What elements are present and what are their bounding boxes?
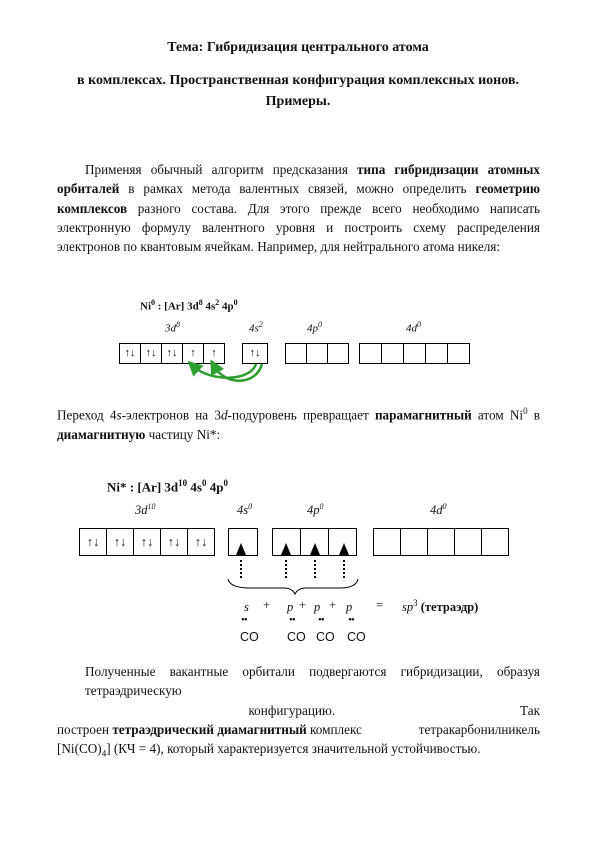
diagram1-label-4d: $4d^0$ (406, 320, 421, 335)
d2-dotted-lines (241, 560, 344, 580)
intro-text: Применяя обычный алгоритм предсказания (85, 162, 358, 177)
title-line-1: Тема: Гибридизация центрального атома (167, 40, 429, 55)
d2-cell-3d-5: ↑↓ (187, 528, 215, 556)
d1-cell-4s: ↑↓ (242, 343, 268, 364)
diagram2-label-3d: $3d^{10}$ (135, 502, 156, 518)
title-line-3: Примеры. (265, 94, 331, 109)
diagram1-formula: Ni$^0$ : [Ar] $3d^8$ $4s^2$ $4p^0$ (140, 298, 238, 313)
d2-cell-4d-1 (373, 528, 401, 556)
dots-4: •• (348, 614, 354, 626)
hyb-plus-2: + (299, 598, 307, 612)
co-4: CO (347, 630, 366, 644)
hyb-equals: = (376, 598, 384, 612)
hyb-p-3: p (346, 600, 353, 614)
d2-cell-4p-3 (328, 528, 357, 556)
d1-cell-3d-2: ↑↓ (140, 343, 162, 364)
hyb-plus-1: + (263, 598, 271, 612)
d2-cell-3d-3: ↑↓ (133, 528, 161, 556)
transition-paragraph: Переход 4s-электронов на 3d-подуровень превращает парамагнитный атом Ni$^0$ в диамагнитную частицу Ni*: (57, 406, 540, 442)
intro-bold-geometry: геометрию комплексов (57, 181, 540, 216)
d2-cell-3d-1: ↑↓ (79, 528, 107, 556)
d2-cell-3d-4: ↑↓ (160, 528, 188, 556)
dots-3: •• (318, 614, 324, 626)
d1-cell-3d-1: ↑↓ (119, 343, 141, 364)
d1-cell-3d-3: ↑↓ (161, 343, 183, 364)
d2-cell-4d-2 (400, 528, 428, 556)
d2-cell-4d-5 (481, 528, 509, 556)
co-1: CO (240, 630, 259, 644)
diagram2-label-4s: $4s^0$ (237, 502, 253, 518)
d2-cell-4d-3 (427, 528, 455, 556)
dots-1: •• (241, 614, 247, 626)
diagram1-label-4p: $4p^0$ (307, 320, 322, 335)
d2-curly-brace (228, 579, 358, 594)
conclusion-paragraph: Полученные вакантные орбитали подвергаются гибридизации, образуя тетраэдрическую конфигурацию. Так построен тетраэдрический диамагнитный комплекс тетракарбонилникель $[Ni(CO)_4] (КЧ = 4)$, который характеризуется значительной устойчивостью. (57, 664, 540, 759)
hyb-result: $sp^3$ (тетраэдр) (402, 598, 479, 615)
dots-2: •• (289, 614, 295, 626)
d2-cell-4p-2 (300, 528, 329, 556)
hyb-s: s (244, 600, 249, 614)
d1-cell-3d-5: ↑ (203, 343, 225, 364)
intro-text: в рамках метода валентных связей, можно определить (119, 181, 476, 197)
diagram1-label-3d: $3d^8$ (165, 320, 180, 335)
d2-cell-4d-4 (454, 528, 482, 556)
intro-text: разного состава. Для этого прежде всего необходимо написать электронную формулу валентного уровня и построить схему распределения электронов по квантовым ячейкам. Например, для нейтрального атома никеля: (57, 200, 540, 255)
d2-cell-4p-1 (272, 528, 301, 556)
d2-cell-4s (228, 528, 258, 556)
hyb-p-2: p (314, 600, 321, 614)
title-line-2: в комплексах. Пространственная конфигурация комплексных ионов. (77, 73, 519, 88)
diagram1-label-4s: $4s^2$ (249, 320, 263, 335)
diagram2-label-4d: $4d^0$ (430, 502, 447, 518)
diagram2-label-4p: $4p^0$ (307, 502, 324, 518)
co-2: CO (287, 630, 306, 644)
hyb-p-1: p (287, 600, 294, 614)
diagram2-formula: Ni* : [Ar] $3d^{10}$ $4s^0$ $4p^0$ (107, 478, 228, 495)
intro-bold-hybridization: типа гибридизации атомных орбиталей (57, 162, 540, 197)
co-3: CO (316, 630, 335, 644)
hyb-plus-3: + (329, 598, 337, 612)
d2-cell-3d-2: ↑↓ (106, 528, 134, 556)
d1-cell-3d-4: ↑ (182, 343, 204, 364)
